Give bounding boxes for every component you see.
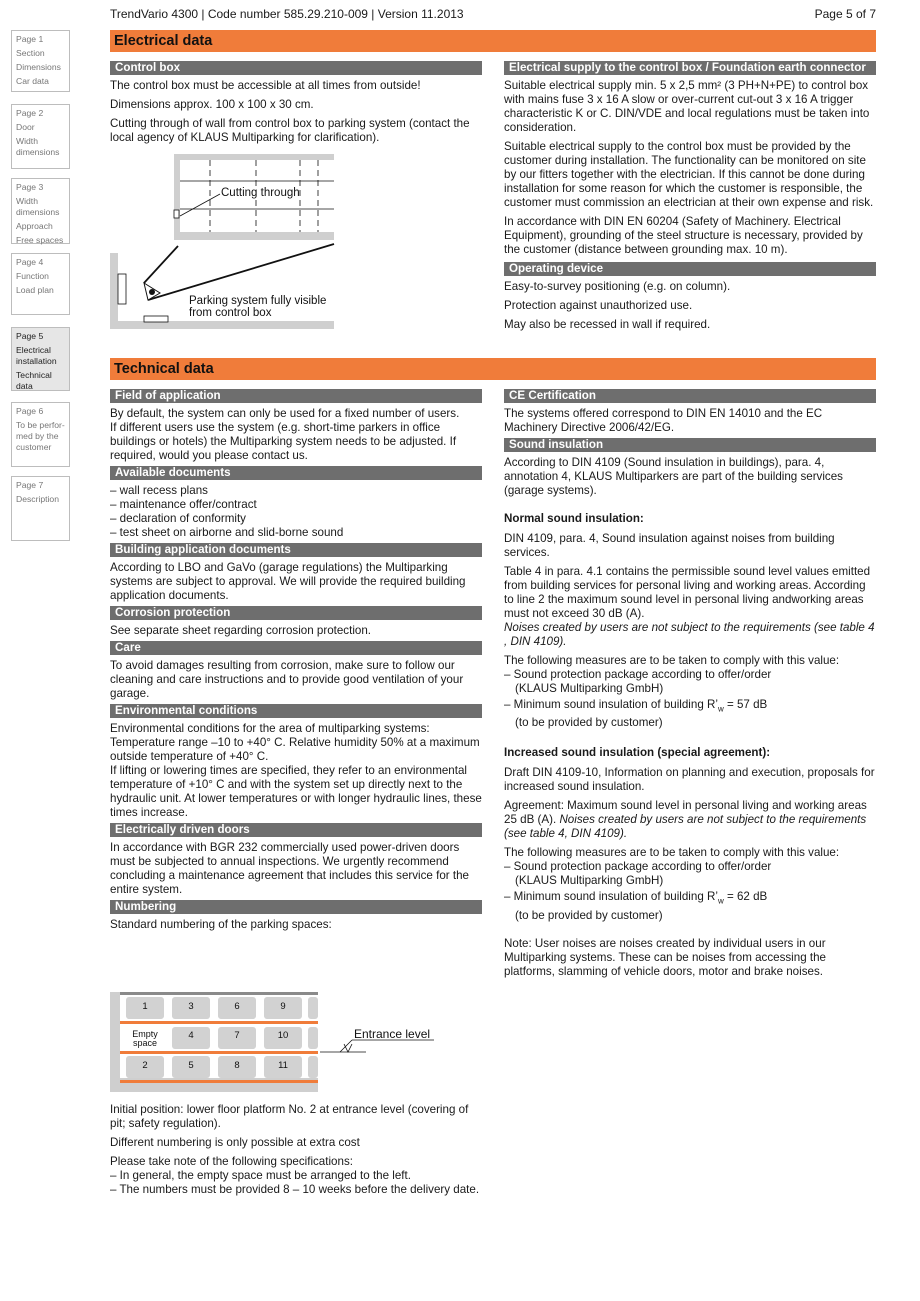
entrance-marker-icon [344, 1044, 352, 1052]
sound-text [504, 799, 876, 841]
numbering-diagram [108, 988, 438, 1096]
space-number: 7 [234, 1030, 240, 1041]
sound-text: DIN 4109, para. 4, Sound insulation against noises from building services. [504, 532, 835, 559]
sidebar-entry: Width dimensions [16, 196, 60, 217]
sidebar-page-label: Page 3 [16, 182, 44, 192]
building-text: According to LBO and GaVo (garage regulations) the Multiparking systems are subject to approval. We will provide the required building application documents. [110, 561, 466, 602]
sidebar-entry: Technical data [16, 370, 52, 391]
environment-text: If lifting or lowering times are specified, they refer to an environmental temperature of +10° C and with the system set up directly next to the hydraulic unit. At lower temperatures or with longer hydraulic lines, these times increase. [110, 764, 482, 819]
electrical-supply-text: Suitable electrical supply min. 5 x 2,5 mm² (3 PH+N+PE) to control box with mains fuse 3 x 16 A slow or over-current cut-out 3 x 16 A trigger characteristic K or C. DIN/VDE and local regulations must be taken into consideration. [504, 79, 870, 134]
sound-text: The following measures are to be taken to comply with this value: [504, 846, 840, 860]
sound-note-italic: Noises created by users are not subject to the requirements (see table 4 , DIN 4109). [504, 621, 875, 648]
page-number: Page 5 of 7 [814, 7, 876, 21]
sidebar-item-page-5[interactable] [11, 327, 70, 391]
rw-label: – Minimum sound insulation of building R’ [504, 698, 718, 711]
operating-device-text: May also be recessed in wall if required. [504, 318, 711, 331]
control-box-shape [118, 274, 126, 304]
normal-sound-heading: Normal sound insulation: [504, 512, 644, 525]
care-heading: Care [110, 641, 482, 655]
sidebar-page-label: Page 5 [16, 331, 44, 341]
control-box-diagram [108, 150, 336, 334]
empty-space-label: space [132, 1038, 158, 1048]
sidebar-entry: Electrical installation [16, 345, 57, 366]
list-item: – maintenance offer/contract [110, 498, 257, 511]
sidebar-entry: Load plan [16, 285, 54, 295]
space-number: 10 [277, 1030, 289, 1041]
empty-space-label: Empty [132, 1029, 158, 1039]
electrical-supply-text: In accordance with DIN EN 60204 (Safety of Machinery. Electrical Equipment), grounding of the steel structure is necessary, provided by the customer (distance between grounding max. 10 m). [504, 215, 863, 256]
field-of-application-heading: Field of application [110, 389, 482, 403]
space-number: 5 [188, 1060, 194, 1071]
doors-text: In accordance with BGR 232 commercially used power-driven doors must be subjected to annual inspections. We urgently recommend concluding a maintenance agreement that includes this service for the entire system. [110, 841, 469, 896]
numbering-notes [110, 1103, 482, 1197]
space-number: 9 [280, 1001, 286, 1012]
list-item-continued: (KLAUS Multiparking GmbH) [515, 874, 664, 888]
rw-value: = 62 dB [723, 890, 768, 904]
rw-value: = 57 dB [723, 698, 768, 711]
sound-insulation-heading: Sound insulation [504, 438, 876, 452]
list-item [504, 698, 876, 716]
increased-sound-heading: Increased sound insulation (special agreement): [504, 746, 771, 760]
list-item: – test sheet on airborne and slid-borne sound [110, 526, 344, 539]
sidebar-item-page-1[interactable] [11, 30, 70, 92]
sidebar-entry: Dimensions [16, 62, 61, 72]
numbering-text: Different numbering is only possible at extra cost [110, 1136, 360, 1149]
operating-device-text: Protection against unauthorized use. [504, 299, 693, 312]
electrical-supply-text: Suitable electrical supply to the control box must be provided by the customer during installation. The functionality can be monitored on site by our fitters together with the electrician. If this cannot be done during installation for some reason for which the customer is responsible, the customer must commission an electrician at their own expense and risk. [504, 140, 874, 209]
list-item: – The numbers must be provided 8 – 10 weeks before the delivery date. [110, 1183, 480, 1196]
list-item: – wall recess plans [110, 484, 208, 497]
control-box-dimensions: Dimensions approx. 100 x 100 x 30 cm. [110, 98, 314, 111]
list-item: – declaration of conformity [110, 512, 246, 525]
sidebar-entry: Free spaces [16, 235, 64, 245]
environmental-heading: Environmental conditions [110, 704, 482, 718]
rw-subscript: w [717, 704, 724, 714]
sound-text: Draft DIN 4109-10, Information on planning and execution, proposals for increased sound insulation. [504, 766, 875, 794]
doors-heading: Electrically driven doors [110, 823, 482, 837]
technical-data-title: Technical data [110, 358, 876, 380]
sidebar-entry: To be perfor-med by the customer [16, 420, 65, 452]
space-number: 8 [234, 1060, 240, 1071]
control-box-text: The control box must be accessible at all times from outside! [110, 79, 421, 92]
sound-text: According to DIN 4109 (Sound insulation in buildings), para. 4, annotation 4, KLAUS Multiparkers are part of the building services (garage systems). [504, 456, 843, 497]
numbering-text: Initial position: lower floor platform No. 2 at entrance level (covering of pit; safety regulation). [110, 1103, 469, 1130]
field-text: If different users use the system (e.g. short-time parkers in office buildings or hotels) the Multiparking system needs to be adjusted. If required, would you please contact us. [110, 421, 457, 462]
list-item-continued: (KLAUS Multiparking GmbH) [515, 682, 664, 695]
sidebar-entry: Door [16, 122, 35, 132]
cutting-through-label: Cutting through [221, 187, 300, 199]
numbering-heading: Numbering [110, 900, 482, 914]
operating-device-heading: Operating device [504, 262, 876, 276]
sidebar-page-label: Page 2 [16, 108, 44, 118]
sidebar-page-label: Page 4 [16, 257, 44, 267]
list-item: – Sound protection package according to offer/order [504, 668, 772, 681]
sidebar-page-label: Page 6 [16, 406, 44, 416]
numbering-intro: Standard numbering of the parking spaces: [110, 918, 332, 931]
space-number: 1 [142, 1001, 148, 1012]
available-documents-heading: Available documents [110, 466, 482, 480]
care-text: To avoid damages resulting from corrosion, make sure to follow our cleaning and care instructions and to provide good ventilation of your garage. [110, 659, 464, 700]
list-item [504, 890, 876, 908]
corrosion-heading: Corrosion protection [110, 606, 482, 620]
electrical-data-title: Electrical data [110, 30, 876, 52]
list-item-continued: (to be provided by customer) [515, 908, 663, 922]
technical-right-column [504, 389, 876, 979]
building-application-heading: Building application documents [110, 543, 482, 557]
sidebar-entry: Section [16, 48, 45, 58]
sidebar-item-page-2[interactable] [11, 104, 70, 169]
technical-left-column [110, 389, 482, 932]
sidebar-item-page-6[interactable] [11, 402, 70, 467]
numbering-text: Please take note of the following specifications: [110, 1155, 353, 1168]
control-box-section [110, 61, 482, 150]
control-box-cutting: Cutting through of wall from control box to parking system (contact the local agency of KLAUS Multiparking for clarification). [110, 117, 470, 144]
ce-text: The systems offered correspond to DIN EN 14010 and the EC Machinery Directive 2006/42/EG. [504, 407, 823, 434]
sound-note: Note: User noises are noises created by individual users in our Multiparking systems. These can be noises from accessing the platforms, slamming of vehicle doors, motor and brake noises. [504, 936, 826, 978]
electrical-supply-section [504, 61, 876, 337]
sidebar-entry: Width dimensions [16, 136, 60, 157]
sidebar-item-page-4[interactable] [11, 253, 70, 315]
rw-label: – Minimum sound insulation of building R’ [504, 890, 718, 904]
numbering-list [110, 1169, 482, 1197]
space-number: 6 [234, 1001, 240, 1012]
field-text: By default, the system can only be used for a fixed number of users. [110, 407, 460, 420]
agreement-text: Agreement: Maximum sound level in personal living and working areas 25 dB (A). [504, 799, 867, 827]
sidebar-item-page-7[interactable] [11, 476, 70, 541]
environment-text: Environmental conditions for the area of multiparking systems: Temperature range –10 to +40° C. Relative humidity 50% at a maximum outside temperature of +40° C. [110, 722, 480, 763]
space-number: 11 [278, 1060, 288, 1071]
corrosion-text: See separate sheet regarding corrosion protection. [110, 624, 372, 637]
sidebar-entry: Function [16, 271, 49, 281]
list-item-continued: (to be provided by customer) [515, 716, 663, 730]
visible-label-2: from control box [189, 307, 272, 319]
ce-certification-heading: CE Certification [504, 389, 876, 403]
rw-subscript: w [717, 896, 724, 906]
control-box-heading: Control box [110, 61, 482, 75]
space-number: 4 [188, 1030, 194, 1041]
sound-text: Table 4 in para. 4.1 contains the permissible sound level values emitted from building services for personal living and working areas. According to line 2 the maximum sound level in personal living andworking areas must not exceed 30 dB (A). [504, 565, 871, 620]
sound-text: The following measures are to be taken to comply with this value: [504, 654, 840, 667]
space-number: 2 [142, 1060, 148, 1071]
sidebar-entry: Approach [16, 221, 53, 231]
list-item: – In general, the empty space must be arranged to the left. [110, 1169, 411, 1182]
sidebar-entry: Car data [16, 76, 49, 86]
sidebar-entry: Description [16, 494, 59, 504]
documents-list [110, 484, 482, 540]
sidebar-page-label: Page 7 [16, 480, 44, 490]
document-info: TrendVario 4300 | Code number 585.29.210-009 | Version 11.2013 [110, 7, 464, 21]
space-number: 3 [188, 1001, 194, 1012]
sidebar-item-page-3[interactable] [11, 178, 70, 244]
list-item: – Sound protection package according to offer/order [504, 860, 772, 874]
sidebar-page-label: Page 1 [16, 34, 44, 44]
sound-note-italic: Noises created by users are not subject to the requirements (see table 4, DIN 4109). [504, 813, 867, 841]
electrical-supply-heading: Electrical supply to the control box / Foundation earth connector [504, 61, 876, 75]
visible-label-1: Parking system fully visible [189, 295, 327, 307]
entrance-level-label: Entrance level [354, 1027, 431, 1041]
operating-device-text: Easy-to-survey positioning (e.g. on column). [504, 280, 731, 293]
